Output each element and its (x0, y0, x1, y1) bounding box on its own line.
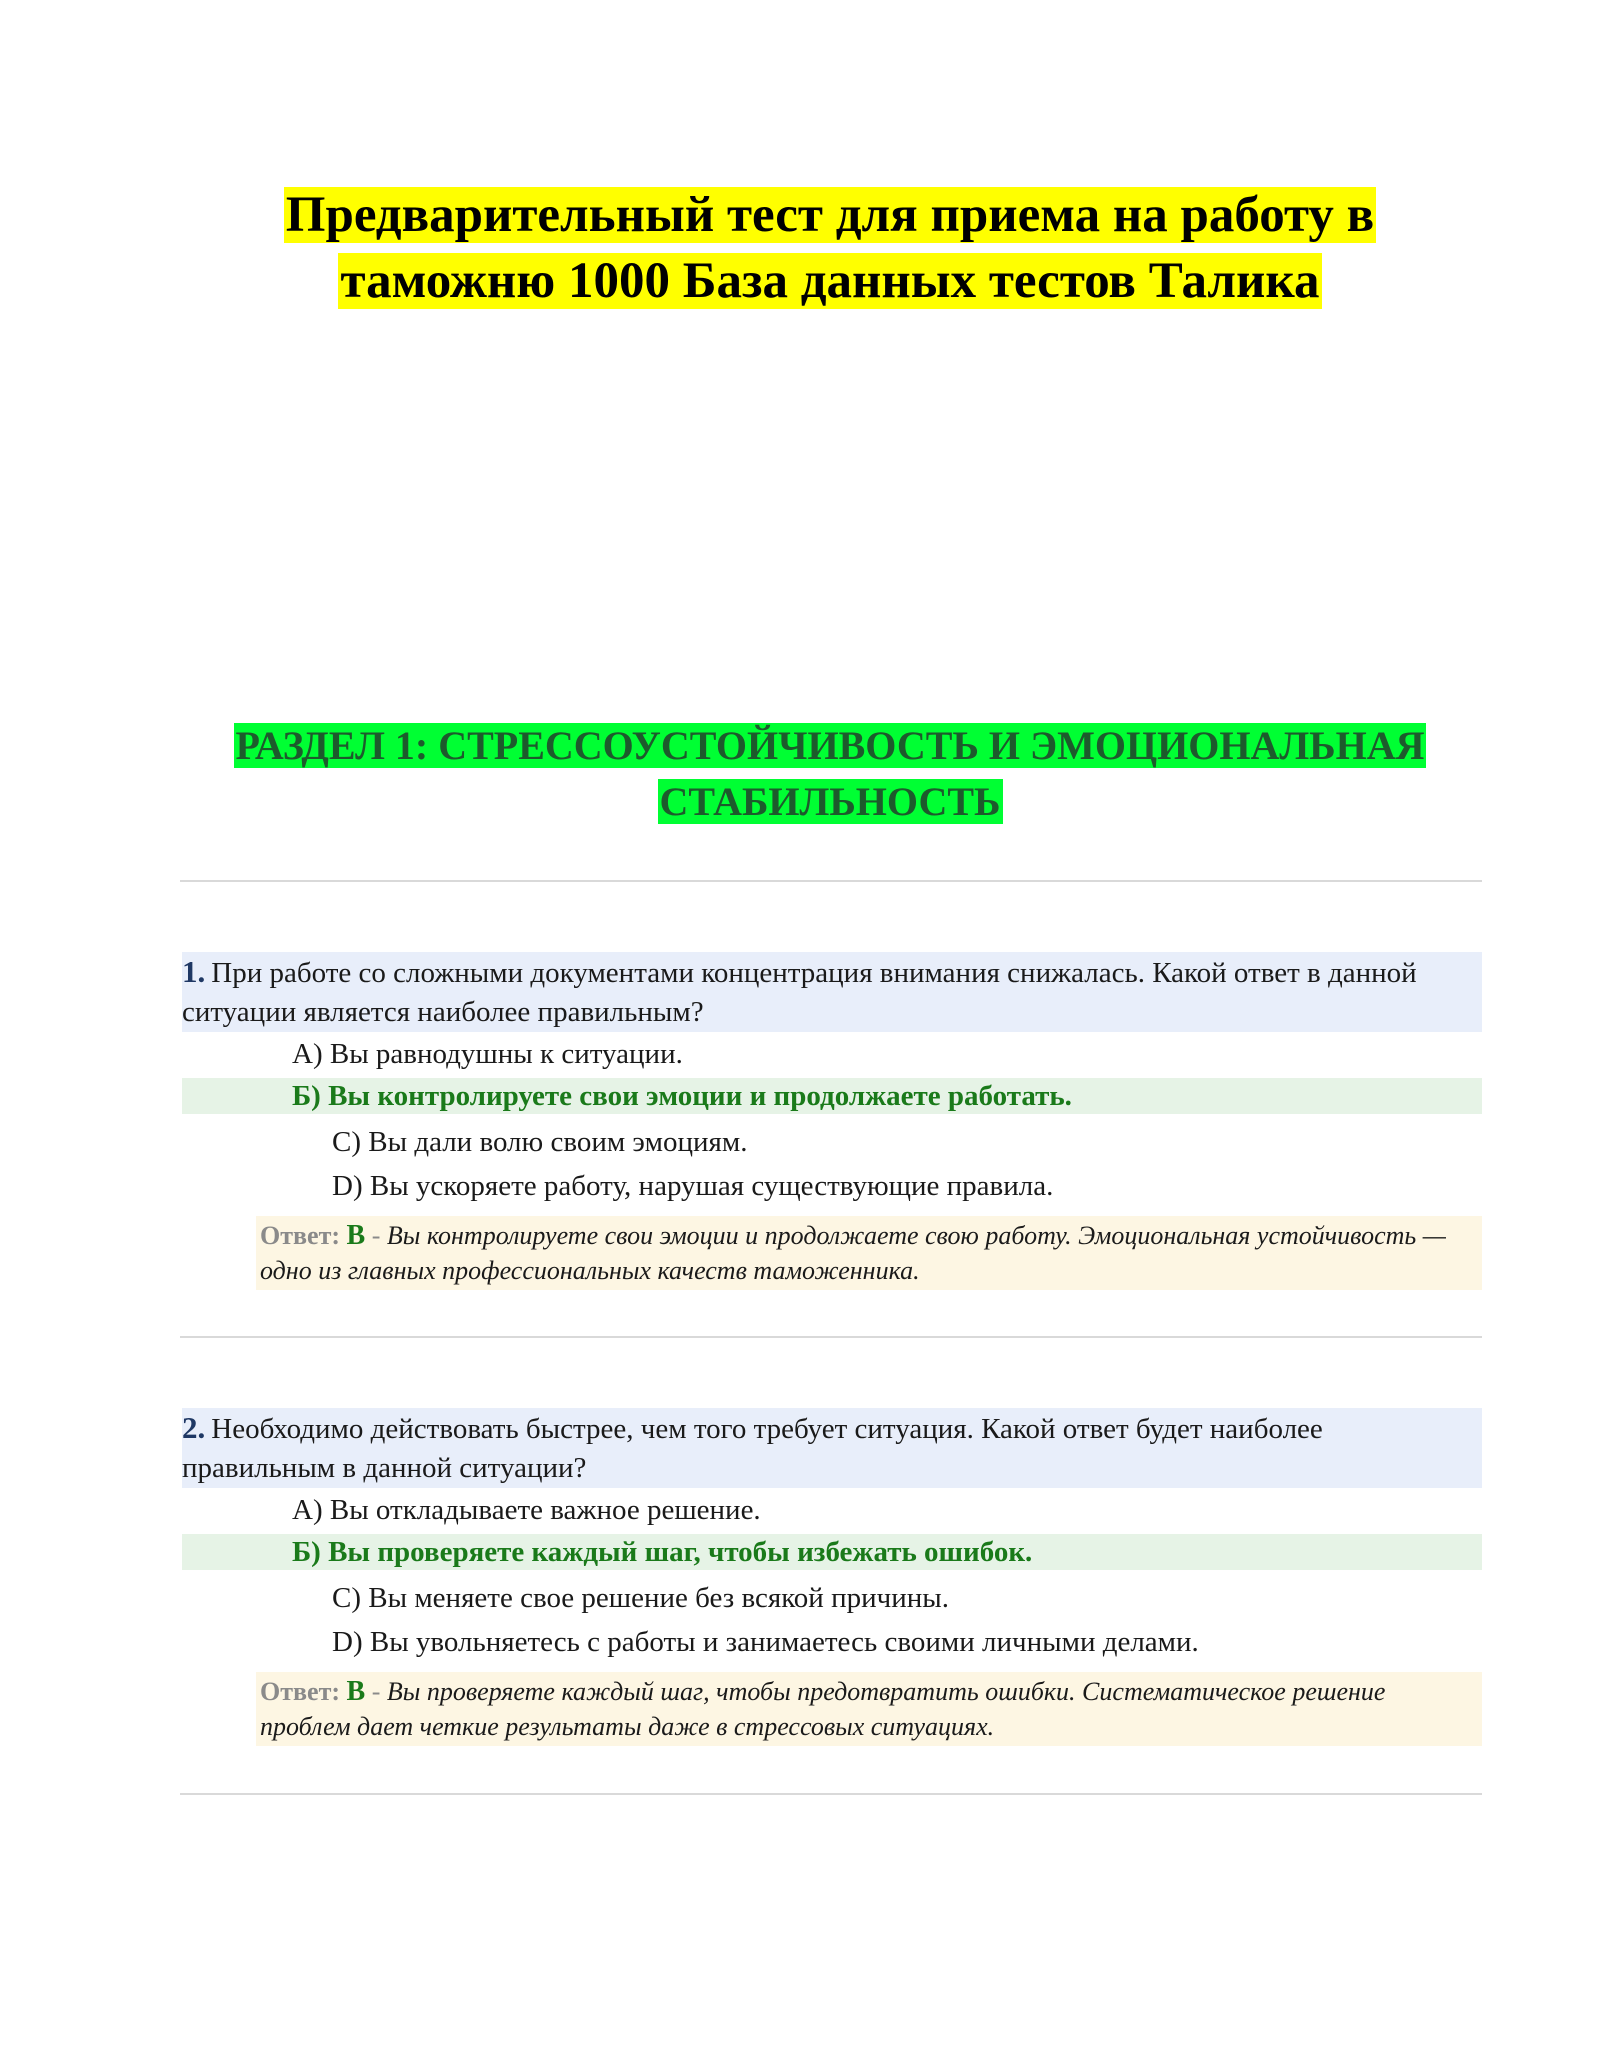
answer-letter: B (346, 1676, 366, 1707)
divider (180, 880, 1482, 882)
question-number: 1. (182, 954, 206, 989)
question-2 (182, 1408, 1482, 1746)
page-title (180, 182, 1480, 314)
page-title-line-1: Предварительный тест для приема на работу в (285, 187, 1375, 243)
option-a: A) Вы откладываете важное решение. (292, 1494, 761, 1526)
section-heading-line-2: СТАБИЛЬНОСТЬ (659, 779, 1001, 824)
question-number: 2. (182, 1410, 206, 1445)
answer-text: Вы проверяете каждый шаг, чтобы предотвратить ошибки. Систематическое решение проблем дает четкие результаты даже в стрессовых ситуациях. (260, 1677, 1386, 1741)
option-c: C) Вы меняете свое решение без всякой причины. (332, 1582, 949, 1614)
question-text (182, 952, 1482, 1032)
answer-dash: - (371, 1677, 381, 1706)
section-heading (150, 718, 1510, 830)
divider (180, 1793, 1482, 1795)
section-heading-line-1: РАЗДЕЛ 1: СТРЕССОУСТОЙЧИВОСТЬ И ЭМОЦИОНАЛЬНАЯ (235, 723, 1425, 768)
page-title-line-2: таможню 1000 База данных тестов Талика (340, 253, 1320, 309)
answer-explanation (256, 1216, 1482, 1290)
question-body: При работе со сложными документами концентрация внимания снижалась. Какой ответ в данной ситуации является наиболее правильным? (182, 957, 1417, 1028)
option-d: D) Вы увольняетесь с работы и занимаетесь своими личными делами. (332, 1626, 1199, 1658)
option-c: C) Вы дали волю своим эмоциям. (332, 1126, 748, 1158)
answer-text: Вы контролируете свои эмоции и продолжаете свою работу. Эмоциональная устойчивость — одно из главных профессиональных качеств таможенника. (260, 1221, 1446, 1285)
option-d: D) Вы ускоряете работу, нарушая существующие правила. (332, 1170, 1054, 1202)
answer-label: Ответ: (260, 1221, 341, 1250)
option-b-correct: Б) Вы контролируете свои эмоции и продолжаете работать. (182, 1078, 1482, 1114)
answer-letter: B (346, 1220, 366, 1251)
question-body: Необходимо действовать быстрее, чем того требует ситуация. Какой ответ будет наиболее правильным в данной ситуации? (182, 1413, 1323, 1484)
answer-explanation (256, 1672, 1482, 1746)
option-b-correct: Б) Вы проверяете каждый шаг, чтобы избежать ошибок. (182, 1534, 1482, 1570)
answer-dash: - (371, 1221, 381, 1250)
answer-label: Ответ: (260, 1677, 341, 1706)
option-a: A) Вы равнодушны к ситуации. (292, 1038, 683, 1070)
question-text (182, 1408, 1482, 1488)
question-1 (182, 952, 1482, 1290)
divider (180, 1336, 1482, 1338)
